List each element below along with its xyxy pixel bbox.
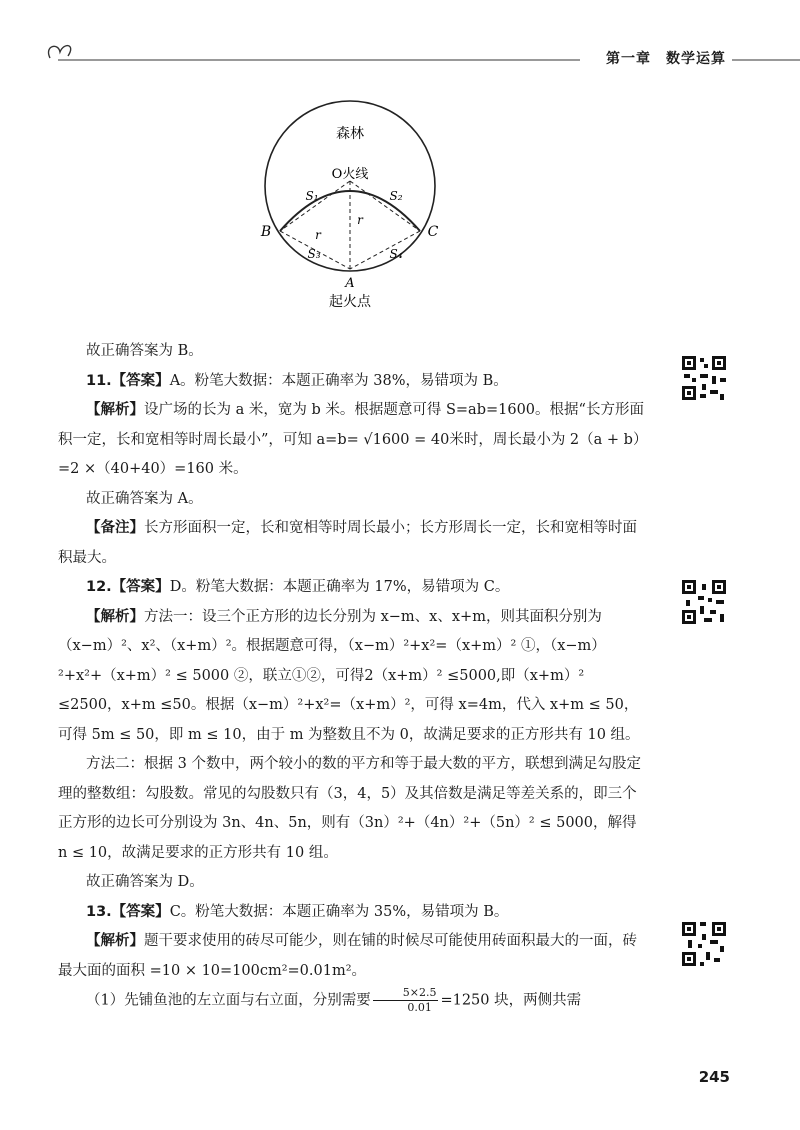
page-number: 245 xyxy=(698,1068,730,1086)
paragraph-last-line: （1）先铺鱼池的左立面与右立面，分别需要 $\frac{5\times 2.5}{0.01}$ =1250 块，两侧共需 xyxy=(86,986,582,1014)
s1-label: S₁ xyxy=(305,189,319,203)
paragraph: 【解析】设广场的长为 a 米，宽为 b 米。根据题意可得 S=ab=1600。根据“长方形面积一定，长和宽相等时周长最小”，可知 a=b= √1600 = 40米时，周长最小为 2（a + b）=2 ×（40+40）=160 米。 xyxy=(58,402,648,477)
r-label-left: r xyxy=(315,228,321,242)
qr-code-icon[interactable] xyxy=(680,920,728,968)
paragraph: 13.【答案】C。粉笔大数据：本题正确率为 35%，易错项为 B。 xyxy=(86,903,509,920)
answer-tag: 12.【答案】 xyxy=(86,579,170,595)
fraction: $\frac{5\times 2.5}{0.01}$ xyxy=(373,986,439,1015)
paragraph: 【解析】方法一：设三个正方形的边长分别为 x−m、x、x+m，则其面积分别为（x−m）²、x²、（x+m）²。根据题意可得，（x−m）²+x²=（x+m）² ①，（x−m）²+x²+（x+m）² ≤ 5000 ②，联立①②，可得2（x+m）² ≤5000,即（x+m）² ≤2500，x+m ≤50。根据（x−m）²+x²=（x+m）²，可得 x=4m，代入 x+m ≤ 50，可得 5m ≤ 50，即 m ≤ 10，由于 m 为整数且不为 0，故满足要求的正方形共有 10 组。 xyxy=(58,608,640,743)
r-label-right: r xyxy=(357,213,363,227)
qr-code-icon[interactable] xyxy=(680,354,728,402)
chapter-title: 第一章 数学运算 xyxy=(600,48,732,68)
s4-label: S₄ xyxy=(389,247,403,261)
point-a-label: A xyxy=(345,276,355,291)
leaf-icon xyxy=(49,46,71,58)
note-tag: 【备注】 xyxy=(86,520,144,536)
paragraph: 12.【答案】D。粉笔大数据：本题正确率为 17%，易错项为 C。 xyxy=(86,579,510,595)
fire-line-label: O火线 xyxy=(331,167,369,182)
paragraph: 【解析】题干要求使用的砖尽可能少，则在铺的时候尽可能使用砖面积最大的一面，砖最大面的面积 =10 × 10=100cm²=0.01m²。 xyxy=(58,933,637,979)
qr-code-icon[interactable] xyxy=(680,578,728,626)
analysis-tag: 【解析】 xyxy=(86,608,144,625)
paragraph: 故正确答案为 D。 xyxy=(86,874,204,890)
s3-label: S₃ xyxy=(307,247,321,261)
analysis-tag: 【解析】 xyxy=(86,402,144,418)
solution-text xyxy=(58,337,648,1016)
forest-fire-diagram xyxy=(250,96,450,316)
paragraph: 方法二：根据 3 个数中，两个较小的数的平方和等于最大数的平方，联想到满足勾股定理的整数组：勾股数。常见的勾股数只有（3，4，5）及其倍数是满足等差关系的，即三个正方形的边长可分别设为 3n、4n、5n，则有（3n）²+（4n）²+（5n）² ≤ 5000，解得 n ≤ 10，故满足要求的正方形共有 10 组。 xyxy=(58,756,641,861)
s2-label: S₂ xyxy=(389,189,403,203)
fire-point-label: 起火点 xyxy=(329,294,371,310)
forest-label: 森林 xyxy=(336,126,364,142)
answer-tag: 13.【答案】 xyxy=(86,903,170,920)
point-c-label: C xyxy=(427,224,439,240)
paragraph: 故正确答案为 B。 xyxy=(86,343,203,359)
page-header xyxy=(40,36,800,76)
analysis-tag: 【解析】 xyxy=(86,933,144,949)
point-b-label: B xyxy=(260,224,272,240)
paragraph: 故正确答案为 A。 xyxy=(86,490,203,507)
paragraph: 【备注】长方形面积一定，长和宽相等时周长最小；长方形周长一定，长和宽相等时面积最大。 xyxy=(58,520,637,566)
paragraph: 11.【答案】A。粉笔大数据：本题正确率为 38%，易错项为 B。 xyxy=(86,372,508,389)
answer-tag: 11.【答案】 xyxy=(86,372,170,389)
